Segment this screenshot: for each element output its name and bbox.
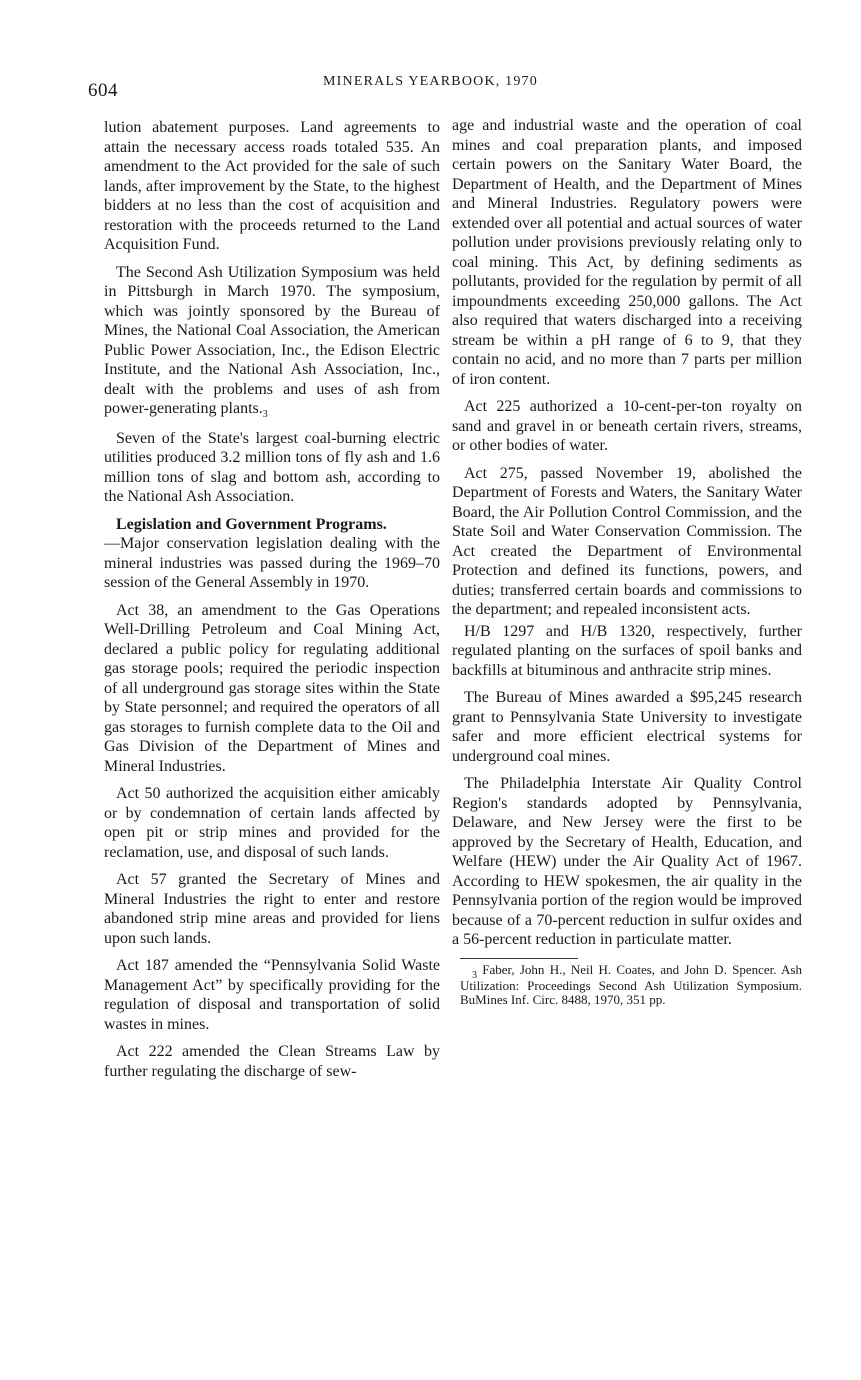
- footnote-marker: 3: [472, 969, 477, 981]
- paragraph: Act 187 amended the “Pennsylvania Solid Waste Management Act” by specifically providing for the regulation of disposal and transportation of solid wastes in mines.: [104, 957, 440, 1033]
- paragraph: The Philadelphia Interstate Air Quality Control Region's standards adopted by Pennsylvania, Delaware, and New Jersey were the first to be approved by the Secretary of Health, Education, and Welfare (HEW) under the Air Quality Act of 1967. According to HEW spokesmen, the air quality in the Pennsylvania portion of the region would be improved because of a 70-percent reduction in sulfur oxides and a 56-percent reduction in particulate matter.: [452, 775, 802, 948]
- paragraph: lution abatement purposes. Land agreements to attain the necessary access roads totaled 535. An amendment to the Act provided for the sale of such lands, after improvement by the State, to the highest bidders at no less than the cost of acquisition and restoration with the proceeds returned to the Land Acquisition Fund.: [104, 119, 440, 253]
- paragraph: Act 38, an amendment to the Gas Operations Well-Drilling Petroleum and Coal Mining Act, declared a public policy for regulating additional gas storage pools; required the periodic inspection of all underground gas storage sites within the State by State personnel; and required the operators of all gas storages to furnish complete data to the Oil and Gas Division of the Department of Mines and Mineral Industries.: [104, 601, 440, 775]
- paragraph: Seven of the State's largest coal-burning electric utilities produced 3.2 million tons of fly ash and 1.6 million tons of slag and bottom ash, according to the National Ash Association.: [104, 429, 440, 505]
- paragraph-text: The Second Ash Utilization Symposium was held in Pittsburgh in March 1970. The symposium, which was jointly sponsored by the Bureau of Mines, the National Coal Association, the American Public Power Association, Inc., the Edison Electric Institute, and the National Ash Association, Inc., dealt with the problems and uses of ash from power-generating plants.: [104, 263, 440, 417]
- paragraph: Act 57 granted the Secretary of Mines and Mineral Industries the right to enter and restore abandoned strip mine areas and provided for liens upon such lands.: [104, 871, 440, 947]
- paragraph: Act 275, passed November 19, abolished the Department of Forests and Waters, the Sanitary Water Board, the Air Pollution Control Commission, and the State Soil and Water Conservation Commission. The Act created the Department of Environmental Protection and defined its functions, powers, and duties; transferred certain boards and commissions to the department; and repealed inconsistent acts.: [452, 464, 802, 618]
- paragraph: Act 225 authorized a 10-cent-per-ton royalty on sand and gravel in or beneath certain rivers, streams, or other bodies of water.: [452, 398, 802, 454]
- page-number: 604: [88, 80, 118, 101]
- footnote-text: Faber, John H., Neil H. Coates, and John D. Spencer. Ash Utilization: Proceedings Second Ash Utilization Symposium. BuMines Inf. Circ. 8488, 1970, 351 pp.: [460, 961, 802, 1007]
- paragraph: [104, 515, 440, 593]
- footnote-divider: [460, 958, 578, 959]
- section-heading: Legislation and Government Programs.: [116, 515, 387, 533]
- running-title: MINERALS YEARBOOK, 1970: [323, 74, 538, 89]
- footnote-reference: 3: [262, 409, 268, 420]
- left-column: [104, 118, 440, 1089]
- paragraph: [104, 263, 440, 421]
- paragraph: H/B 1297 and H/B 1320, respectively, further regulated planting on the surfaces of spoil banks and backfills at bituminous and anthracite strip mines.: [452, 622, 802, 679]
- paragraph: Act 50 authorized the acquisition either amicably or by condemnation of certain lands affected by open pit or strip mines and provided for the reclamation, use, and disposal of such lands.: [104, 785, 440, 861]
- paragraph-text: —Major conservation legislation dealing with the mineral industries was passed during the 1969–70 session of the General Assembly in 1970.: [104, 535, 440, 591]
- footnote: [452, 963, 802, 1007]
- paragraph: Act 222 amended the Clean Streams Law by further regulating the discharge of sew-: [104, 1043, 440, 1080]
- paragraph: age and industrial waste and the operation of coal mines and coal preparation plants, and imposed certain powers on the Sanitary Water Board, the Department of Health, and the Department of Mines and Mineral Industries. Regulatory powers were extended over all potential and actual sources of water pollution under provisions previously relating only to coal mining. This Act, by defining sediments as pollutants, provided for the regulation by permit of all impoundments exceeding 250,000 gallons. The Act also required that waters discharged into a receiving stream be within a pH range of 6 to 9, that they contain no acid, and no more than 7 parts per million of iron content.: [452, 117, 802, 388]
- right-column: [452, 116, 802, 1015]
- paragraph: The Bureau of Mines awarded a $95,245 research grant to Pennsylvania State University to investigate safer and more efficient electrical systems for underground coal mines.: [452, 689, 802, 765]
